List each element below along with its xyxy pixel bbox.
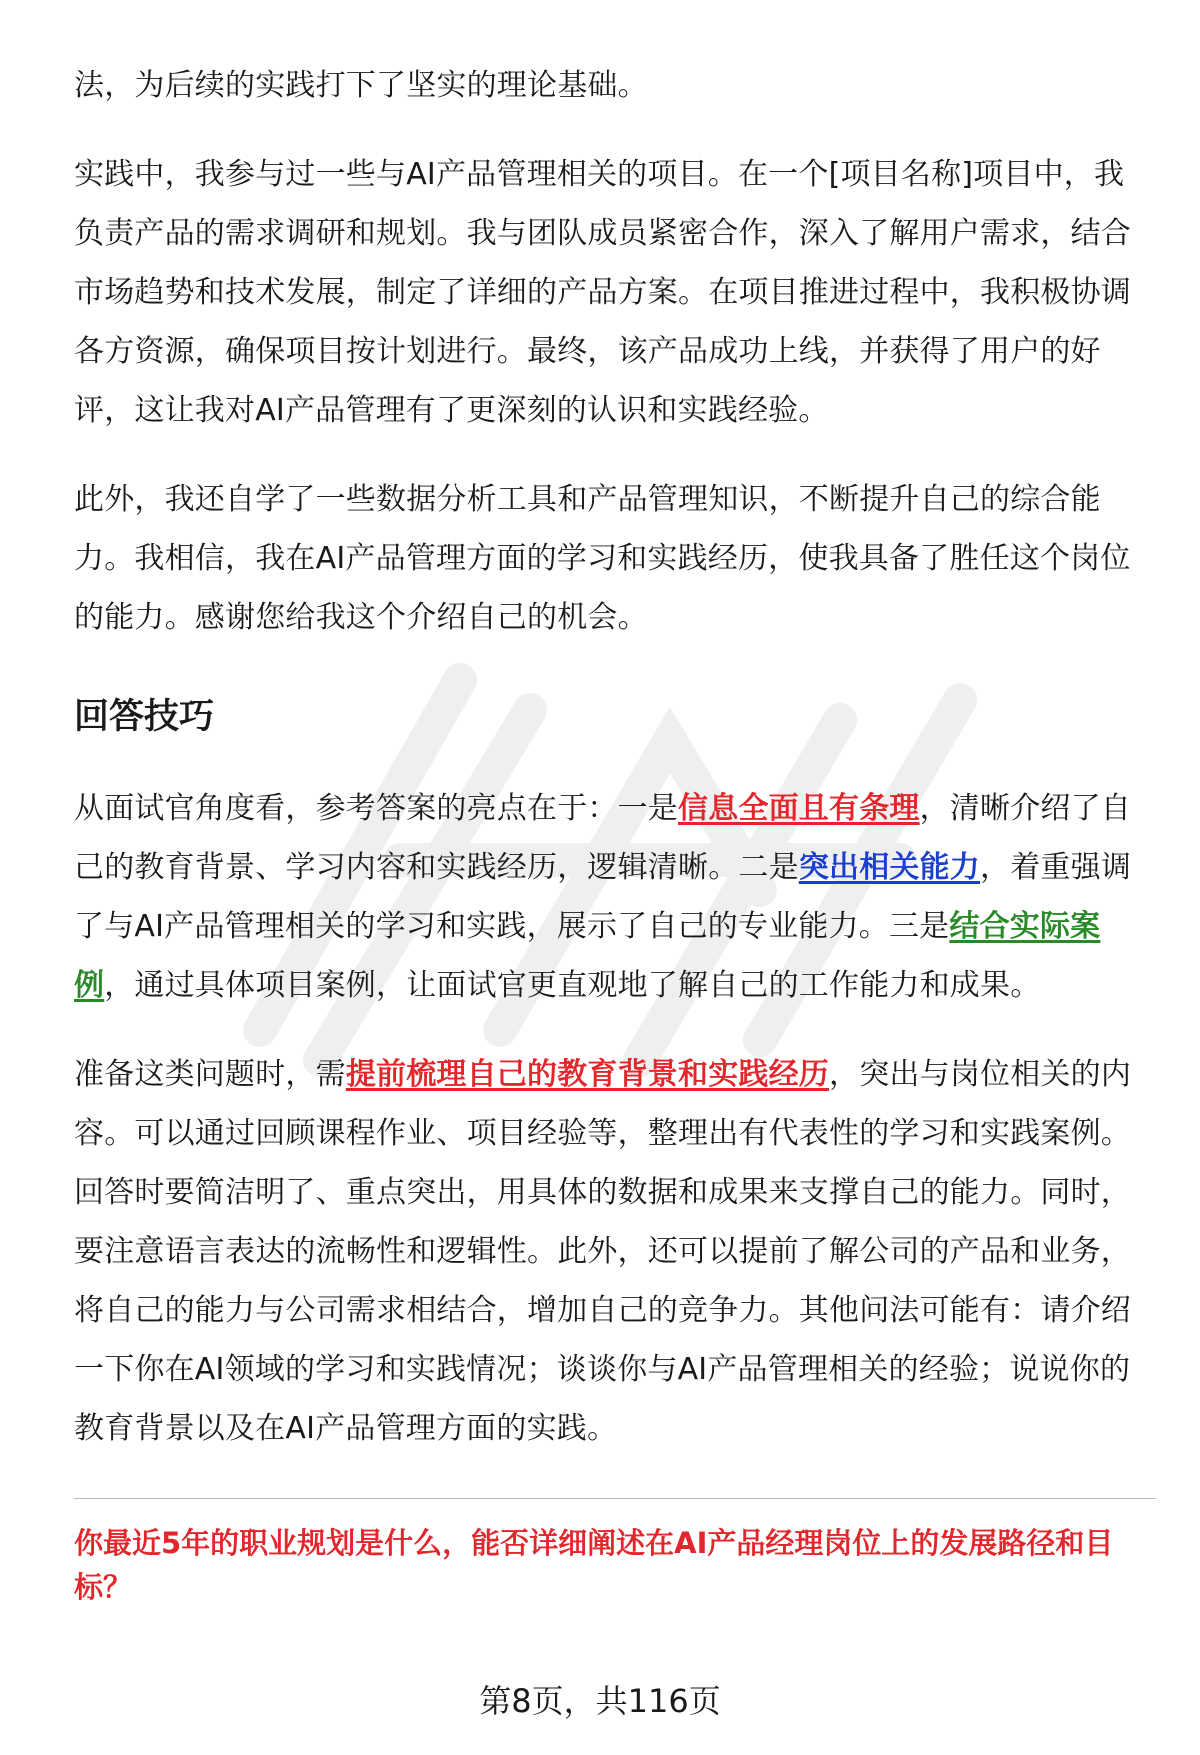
tips-paragraph [74,779,1154,1015]
page-footer: 第8页，共116页 [479,1682,721,1720]
section-heading: 回答技巧 [74,697,215,737]
document-body [74,56,1154,1609]
paragraph: 法，为后续的实践打下了坚实的理论基础。 [74,68,648,103]
highlight-green: 结合实际案例 [74,909,1101,1003]
highlight-red: 提前梳理自己的教育背景和实践经历 [345,1057,830,1092]
tips-paragraph [74,1045,1154,1458]
text: ，着重强调了与AI产品管理相关的学习和实践，展示了自己的专业能力。三是 [74,850,1132,944]
text: 准备这类问题时，需 [74,1057,346,1092]
highlight-blue: 突出相关能力 [798,850,981,885]
text: 从面试官角度看，参考答案的亮点在于：一是 [74,791,678,826]
text: ，通过具体项目案例，让面试官更直观地了解自己的工作能力和成果。 [104,968,1041,1003]
paragraph: 此外，我还自学了一些数据分析工具和产品管理知识，不断提升自己的综合能力。我相信，我在AI产品管理方面的学习和实践经历，使我具备了胜任这个岗位的能力。感谢您给我这个介绍自己的机会。 [74,482,1131,635]
divider [74,1498,1156,1499]
highlight-red: 信息全面且有条理 [678,791,920,826]
next-question: 你最近5年的职业规划是什么，能否详细阐述在AI产品经理岗位上的发展路径和目标？ [74,1526,1114,1604]
text: ，清晰介绍了自己的教育背景、学习内容和实践经历，逻辑清晰。二是 [74,791,1132,885]
text: ，突出与岗位相关的内容。可以通过回顾课程作业、项目经验等，整理出有代表性的学习和实践案例。回答时要简洁明了、重点突出，用具体的数据和成果来支撑自己的能力。同时，要注意语言表达的流畅性和逻辑性。此外，还可以提前了解公司的产品和业务，将自己的能力与公司需求相结合，增加自己的竞争力。其他问法可能有：请介绍一下你在AI领域的学习和实践情况；谈谈你与AI产品管理相关的经验；说说你的教育背景以及在AI产品管理方面的实践。 [74,1057,1132,1446]
paragraph: 实践中，我参与过一些与AI产品管理相关的项目。在一个[项目名称]项目中，我负责产品的需求调研和规划。我与团队成员紧密合作，深入了解用户需求，结合市场趋势和技术发展，制定了详细的产品方案。在项目推进过程中，我积极协调各方资源，确保项目按计划进行。最终，该产品成功上线，并获得了用户的好评，这让我对AI产品管理有了更深刻的认识和实践经验。 [74,157,1131,428]
